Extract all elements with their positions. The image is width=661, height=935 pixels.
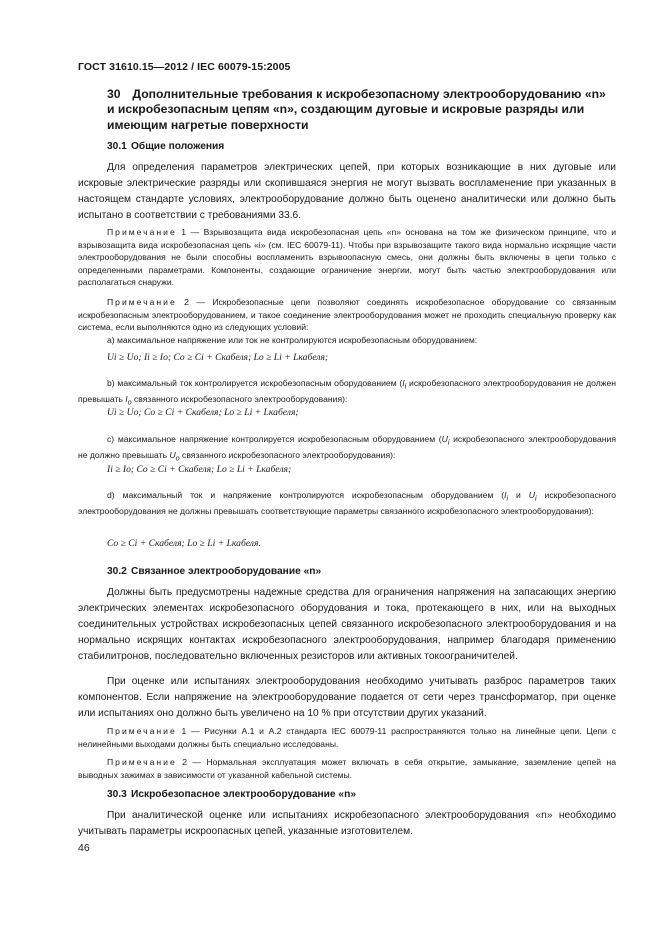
condition-b-text-3: связанного искробезопасного электрооборудования): <box>131 394 348 405</box>
note-30-2-2-label: Примечание <box>107 757 177 767</box>
section-30-2-number: 30.2 <box>107 566 127 577</box>
formula-d: Co ≥ Ci + Cкабеля; Lo ≥ Li + Lкабеля. <box>107 538 261 549</box>
section-30-number: 30 <box>107 87 121 101</box>
note-30-2-2 <box>78 756 616 781</box>
condition-b-text-1: b) максимальный ток контролируется искробезопасным оборудованием ( <box>107 378 403 388</box>
note-30-2-1-label: Примечание <box>107 726 177 736</box>
sym-uo-c-letter: U <box>169 450 176 461</box>
note-1 <box>78 226 616 289</box>
note-30-2-1 <box>78 725 616 750</box>
condition-d <box>78 489 616 518</box>
note-30-2-2-text: 2 — Нормальная эксплуатация может включать в себя открытие, замыкание, заземление цепей на выводных зажимах в зависимости от указанной кабельной системы. <box>78 757 616 780</box>
condition-d-and: и <box>508 490 529 500</box>
condition-c-text-3: связанного искробезопасного электрооборудования): <box>179 450 396 461</box>
section-30-1-paragraph: Для определения параметров электрических цепей, при которых возникающие в них дуговые или искровые электрические разряды или скопившаяся энергия не могут вызвать воспламенение при указанных в настоящем стандарте условиях, электрооборудование должно быть оценено аналитически или должно быть испытано в соответствии с требованиями 33.6. <box>78 162 616 221</box>
section-30-3-heading <box>107 789 356 800</box>
sym-ui-d-sub: i <box>535 494 537 503</box>
sym-ui-d-letter: U <box>528 490 536 500</box>
note-30-2-1-text: 1 — Рисунки А.1 и А.2 стандарта IEC 60079-11 распространяются только на линейные цепи. Цепи с нелинейными выходами должны быть специально исследованы. <box>78 726 616 749</box>
section-30-1-number: 30.1 <box>107 141 127 152</box>
sym-io-b-letter: I <box>125 394 128 405</box>
section-30-3-paragraph: При аналитической оценке или испытаниях искробезопасного электрооборудования «n» необходимо учитывать параметры искроопасных цепей, указанные изготовителем. <box>78 810 616 837</box>
sym-ui-d <box>528 490 537 503</box>
sym-ui-c-letter: U <box>441 434 448 444</box>
condition-b <box>78 377 616 410</box>
condition-c-text-2: искробезопасного электрооборудования не должно превышать <box>78 434 616 461</box>
condition-a: a) максимальное напряжение или ток не контролируются искробезопасным оборудованием: <box>107 335 478 345</box>
sym-ii-d-letter: I <box>504 490 507 500</box>
section-30-2-heading <box>107 566 321 577</box>
section-30-2-paragraph-1: Должны быть предусмотрены надежные средства для ограничения напряжения на запасающих энергию электрических элементах искробезопасного оборудования и тока, протекающего в них, или на выходных соединительных устройствах искробезопасных цепей связанного искробезопасного электрооборудования и на нормально искрящих контактах искробезопасного электрооборудования, например благодаря применению стабилитронов, последовательно включенных резисторов или активных токоограничителей. <box>78 587 616 662</box>
standard-header: ГОСТ 31610.15—2012 / IEC 60079-15:2005 <box>78 61 291 73</box>
section-30-title: Дополнительные требования к искробезопасному электрооборудованию «n» и искробезопасным цепям «n», создающим дуговые и искровые разряды или имеющим нагретые поверхности <box>107 87 606 132</box>
section-30-2-title: Связанное электрооборудование «n» <box>131 566 322 577</box>
sym-ii-b-letter: I <box>402 378 405 388</box>
formula-b: Ui ≥ Uo; Co ≥ Ci + Cкабеля; Lo ≥ Li + Lкабеля; <box>107 407 299 418</box>
condition-d-text-2: искробезопасного электрооборудования не должны превышать соответствующие параметры связанного искробезопасного электрооборудования): <box>78 490 616 517</box>
note-1-label: Примечание <box>107 227 177 237</box>
section-30-3-number: 30.3 <box>107 789 127 800</box>
sym-ii-d-sub: i <box>506 494 509 503</box>
note-2-label: Примечание <box>107 297 177 307</box>
condition-d-text-1: d) максимальный ток и напряжение контролируются искробезопасным оборудованием ( <box>107 490 505 500</box>
section-30-heading <box>107 87 607 133</box>
condition-b-text-2: искробезопасного электрооборудования не должен превышать <box>78 378 616 405</box>
condition-c-text-1: c) максимальное напряжение контролируется искробезопасным оборудованием ( <box>107 434 442 444</box>
formula-a: Ui ≥ Uo; Ii ≥ Io; Co ≥ Ci + Cкабеля; Lo ≥ Li + Lкабеля; <box>107 352 329 363</box>
section-30-3-title: Искробезопасное электрооборудование «n» <box>131 789 356 800</box>
section-30-1-heading <box>107 141 224 152</box>
section-30-1-title: Общие положения <box>131 141 225 152</box>
section-30-2-paragraph-2: При оценке или испытаниях электрооборудования необходимо учитывать разброс параметров таких компонентов. Если напряжение на электрооборудование подается от сети через трансформатор, при оценке или испытаниях оно должно быть увеличено на 10 % при отсутствии других указаний. <box>78 676 616 719</box>
sym-ii-b-sub: i <box>404 382 407 391</box>
sym-uo-c-sub: o <box>175 455 180 464</box>
note-2-text: 2 — Искробезопасные цепи позволяют соединять искробезопасное оборудование со связанным искробезопасным электрооборудованием, и такое соединение электрооборудования может не проходить специальную проверку как система, если выполняются одно из следующих условий: <box>78 297 616 333</box>
note-2 <box>78 296 616 334</box>
condition-c <box>78 433 616 466</box>
page-number: 46 <box>78 842 90 854</box>
sym-ui-c-sub: i <box>447 438 450 447</box>
formula-c: Ii ≥ Io; Co ≥ Ci + Cкабеля; Lo ≥ Li + Lкабеля; <box>107 464 292 475</box>
note-1-text: 1 — Взрывозащита вида искробезопасная цепь «n» основана на том же физическом принципе, что и взрывозащита вида искробезопасная цепь «i» (см. IEC 60079-11). Чтобы при взрывозащите такого вида нормально искрящие части электрооборудования не были способны воспламенить взрывоопасную смесь, они должны быть включены в цепи только с определенными параметрами. Компоненты, создающие ограничение энергии, могут быть частью электрооборудования или располагаться снаружи. <box>78 227 616 288</box>
sym-uo-c <box>169 450 180 464</box>
sym-io-b-sub: o <box>127 399 132 408</box>
